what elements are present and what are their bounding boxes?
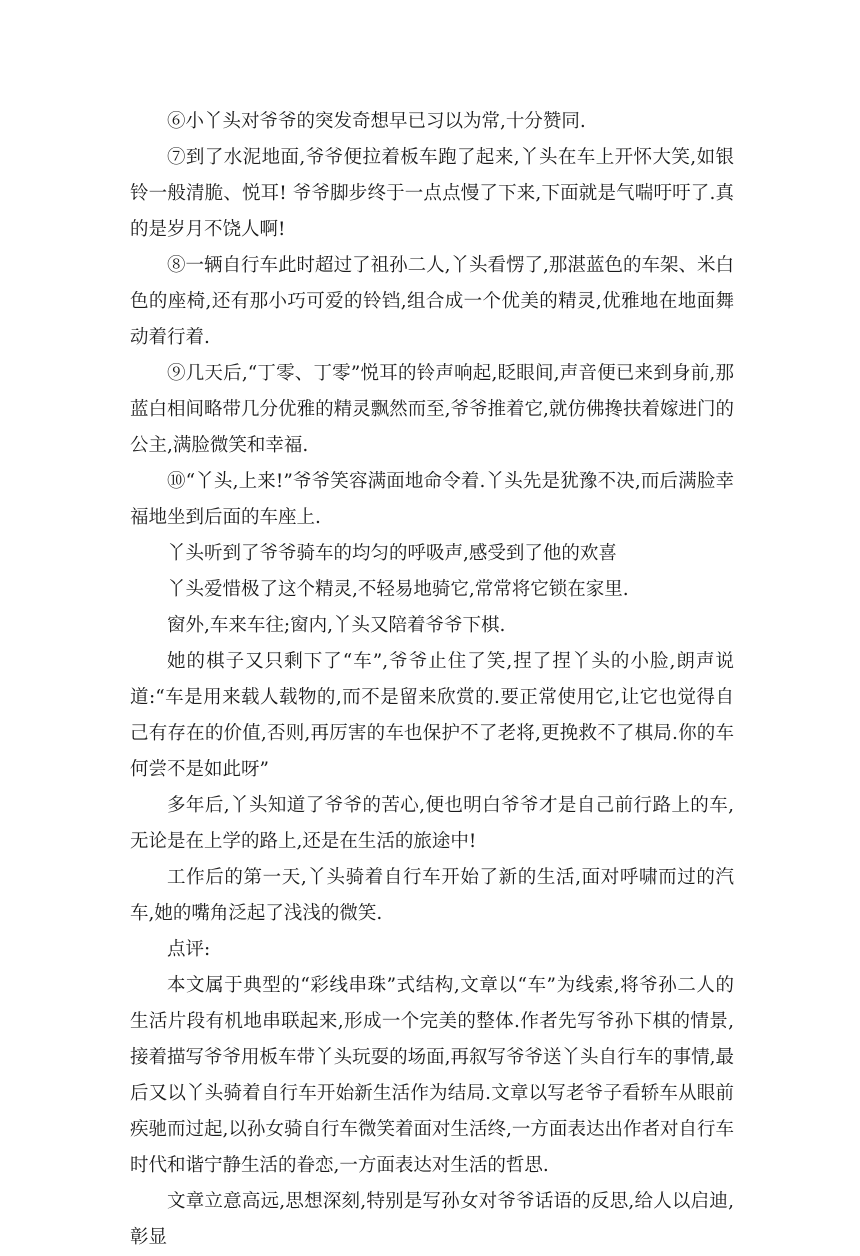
paragraph-chess-advice: 她的棋子又只剩下了“车”,爷爷止住了笑,捏了捏丫头的小脸,朗声说道:“车是用来载人载物的,而不是留来欣赏的.要正常使用它,让它也觉得自己有存在的价值,否则,再厉害的车也保护不了老将,更挽救不了棋局.你的车何尝不是如此呀” xyxy=(130,651,734,780)
commentary-theme: 文章立意高远,思想深刻,特别是写孙女对爷爷话语的反思,给人以启迪,彰显 xyxy=(130,1191,734,1248)
article-body xyxy=(130,104,734,1256)
paragraph-window: 窗外,车来车往;窗内,丫头又陪着爷爷下棋. xyxy=(167,615,506,636)
paragraph-10: ⑩“丫头,上来!”爷爷笑容满面地命令着.丫头先是犹豫不决,而后满脸幸福地坐到后面的车座上. xyxy=(130,471,734,528)
commentary-structure: 本文属于典型的“彩线串珠”式结构,文章以“车”为线索,将爷孙二人的生活片段有机地串联起来,形成一个完美的整体.作者先写爷孙下棋的情景,接着描写爷爷用板车带丫头玩耍的场面,再叙写爷爷送丫头自行车的事情,最后又以丫头骑着自行车开始新生活作为结局.文章以写老爷子看轿车从眼前疾驰而过起,以孙女骑自行车微笑着面对生活终,一方面表达出作者对自行车时代和谐宁静生活的眷恋,一方面表达对生活的哲思. xyxy=(130,975,734,1176)
commentary-heading: 点评: xyxy=(167,939,211,960)
paragraph-first-workday: 工作后的第一天,丫头骑着自行车开始了新的生活,面对呼啸而过的汽车,她的嘴角泛起了浅浅的微笑. xyxy=(130,867,734,924)
paragraph-9: ⑨几天后,“丁零、丁零”悦耳的铃声响起,眨眼间,声音便已来到身前,那蓝白相间略带几分优雅的精灵飘然而至,爷爷推着它,就仿佛搀扶着嫁进门的公主,满脸微笑和幸福. xyxy=(130,363,734,456)
paragraph-cherish-bike: 丫头爱惜极了这个精灵,不轻易地骑它,常常将它锁在家里. xyxy=(167,579,629,600)
paragraph-years-later: 多年后,丫头知道了爷爷的苦心,便也明白爷爷才是自己前行路上的车,无论是在上学的路上,还是在生活的旅途中! xyxy=(130,795,734,852)
paragraph-hear-breath: 丫头听到了爷爷骑车的均匀的呼吸声,感受到了他的欢喜 xyxy=(167,543,617,564)
paragraph-7: ⑦到了水泥地面,爷爷便拉着板车跑了起来,丫头在车上开怀大笑,如银铃一般清脆、悦耳! 爷爷脚步终于一点点慢了下来,下面就是气喘吁吁了.真的是岁月不饶人啊! xyxy=(130,147,734,240)
paragraph-6: ⑥小丫头对爷爷的突发奇想早已习以为常,十分赞同. xyxy=(167,111,586,132)
paragraph-8: ⑧一辆自行车此时超过了祖孙二人,丫头看愣了,那湛蓝色的车架、米白色的座椅,还有那小巧可爱的铃铛,组合成一个优美的精灵,优雅地在地面舞动着行着. xyxy=(130,255,734,348)
